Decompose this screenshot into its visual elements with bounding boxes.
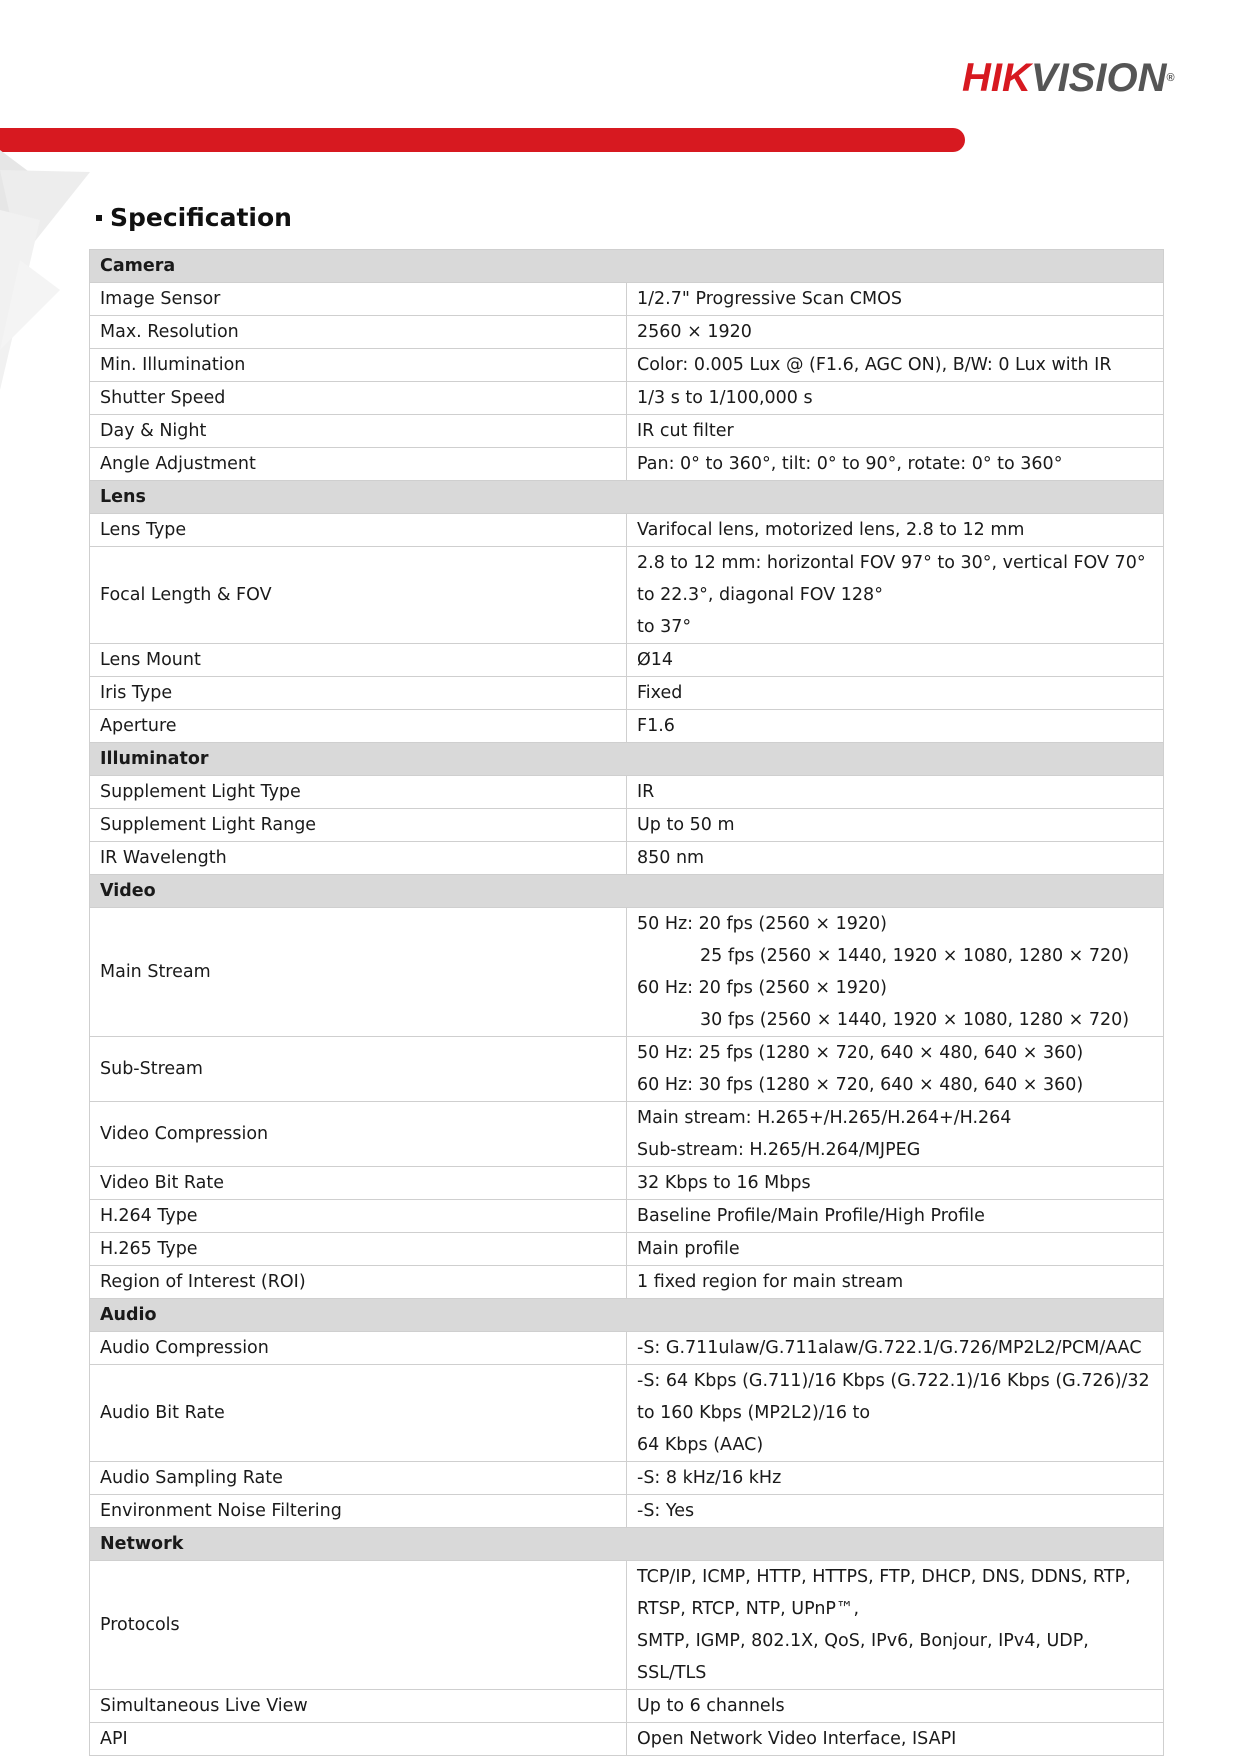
spec-row — [90, 1266, 1164, 1299]
spec-value-line: Ø14 — [637, 650, 674, 670]
spec-label: Lens Mount — [90, 644, 627, 677]
spec-value-line: Varifocal lens, motorized lens, 2.8 to 12 mm — [637, 520, 1025, 540]
title-bullet-icon — [96, 215, 102, 221]
spec-value — [627, 1266, 1164, 1299]
section-header: Network — [90, 1528, 1164, 1561]
spec-value — [627, 1690, 1164, 1723]
decorative-triangles — [0, 150, 100, 410]
spec-label: Main Stream — [90, 908, 627, 1037]
spec-row — [90, 547, 1164, 644]
spec-value — [627, 382, 1164, 415]
spec-value-line: Sub-stream: H.265/H.264/MJPEG — [637, 1140, 921, 1160]
spec-row — [90, 1690, 1164, 1723]
spec-value-line: 60 Hz: 20 fps (2560 × 1920) — [637, 978, 887, 998]
logo-text-hik: HIK — [962, 56, 1031, 100]
spec-label: Audio Compression — [90, 1332, 627, 1365]
spec-value-line: Color: 0.005 Lux @ (F1.6, AGC ON), B/W: 0 Lux with IR — [637, 355, 1112, 375]
section-header-row — [90, 743, 1164, 776]
spec-value-line: -S: 8 kHz/16 kHz — [637, 1468, 782, 1488]
spec-row — [90, 677, 1164, 710]
spec-row — [90, 809, 1164, 842]
spec-label: Audio Sampling Rate — [90, 1462, 627, 1495]
spec-value — [627, 1723, 1164, 1756]
section-header: Camera — [90, 250, 1164, 283]
spec-value — [627, 448, 1164, 481]
spec-value — [627, 1200, 1164, 1233]
spec-label: Day & Night — [90, 415, 627, 448]
spec-row — [90, 1102, 1164, 1167]
spec-label: Min. Illumination — [90, 349, 627, 382]
spec-value — [627, 842, 1164, 875]
spec-row — [90, 908, 1164, 1037]
section-header-row — [90, 481, 1164, 514]
spec-value-line: TCP/IP, ICMP, HTTP, HTTPS, FTP, DHCP, DNS, DDNS, RTP, RTSP, RTCP, NTP, UPnP™, — [637, 1567, 1131, 1619]
spec-value-line: 25 fps (2560 × 1440, 1920 × 1080, 1280 × 720) — [700, 946, 1130, 966]
spec-label: API — [90, 1723, 627, 1756]
spec-value-line: 2.8 to 12 mm: horizontal FOV 97° to 30°, vertical FOV 70° to 22.3°, diagonal FOV 128° — [637, 553, 1146, 605]
section-header-row — [90, 875, 1164, 908]
spec-label: Shutter Speed — [90, 382, 627, 415]
spec-label: Sub-Stream — [90, 1037, 627, 1102]
section-header: Audio — [90, 1299, 1164, 1332]
spec-value-line: 50 Hz: 20 fps (2560 × 1920) — [637, 914, 887, 934]
spec-value-line: 50 Hz: 25 fps (1280 × 720, 640 × 480, 640 × 360) — [637, 1043, 1084, 1063]
spec-value-line: Baseline Profile/Main Profile/High Profile — [637, 1206, 985, 1226]
spec-value — [627, 677, 1164, 710]
spec-label: Angle Adjustment — [90, 448, 627, 481]
spec-value-line: 60 Hz: 30 fps (1280 × 720, 640 × 480, 640 × 360) — [637, 1075, 1084, 1095]
spec-value-line: 1/2.7" Progressive Scan CMOS — [637, 289, 903, 309]
spec-row — [90, 776, 1164, 809]
spec-row — [90, 415, 1164, 448]
spec-label: Aperture — [90, 710, 627, 743]
page-title — [96, 203, 292, 232]
spec-value — [627, 1037, 1164, 1102]
spec-value-line: IR cut filter — [637, 421, 734, 441]
hikvision-logo — [962, 54, 1175, 102]
spec-value-line: SMTP, IGMP, 802.1X, QoS, IPv6, Bonjour, IPv4, UDP, SSL/TLS — [637, 1631, 1089, 1683]
header-red-bar — [0, 128, 965, 152]
spec-value — [627, 1561, 1164, 1690]
spec-row — [90, 382, 1164, 415]
spec-value-line: Open Network Video Interface, ISAPI — [637, 1729, 957, 1749]
spec-row — [90, 1200, 1164, 1233]
spec-value-line: 1/3 s to 1/100,000 s — [637, 388, 813, 408]
spec-label: Focal Length & FOV — [90, 547, 627, 644]
section-header: Lens — [90, 481, 1164, 514]
spec-label: Supplement Light Range — [90, 809, 627, 842]
spec-label: Region of Interest (ROI) — [90, 1266, 627, 1299]
spec-row — [90, 1332, 1164, 1365]
spec-label: Video Bit Rate — [90, 1167, 627, 1200]
spec-value — [627, 1495, 1164, 1528]
spec-value — [627, 1332, 1164, 1365]
spec-value — [627, 283, 1164, 316]
spec-row — [90, 1167, 1164, 1200]
spec-row — [90, 1462, 1164, 1495]
logo-text-vision: VISION — [1030, 56, 1167, 100]
spec-row — [90, 644, 1164, 677]
spec-label: Protocols — [90, 1561, 627, 1690]
specification-table — [89, 249, 1164, 1756]
spec-value — [627, 1365, 1164, 1462]
spec-value — [627, 1462, 1164, 1495]
spec-value-line: 32 Kbps to 16 Mbps — [637, 1173, 811, 1193]
spec-value — [627, 776, 1164, 809]
spec-label: Image Sensor — [90, 283, 627, 316]
spec-row — [90, 1233, 1164, 1266]
spec-label: Iris Type — [90, 677, 627, 710]
spec-value — [627, 908, 1164, 1037]
spec-value — [627, 316, 1164, 349]
spec-row — [90, 1723, 1164, 1756]
spec-label: Simultaneous Live View — [90, 1690, 627, 1723]
spec-label: H.265 Type — [90, 1233, 627, 1266]
spec-row — [90, 842, 1164, 875]
spec-value-line: Up to 6 channels — [637, 1696, 785, 1716]
spec-value — [627, 514, 1164, 547]
spec-value-line: 64 Kbps (AAC) — [637, 1435, 764, 1455]
spec-row — [90, 283, 1164, 316]
spec-value — [627, 1167, 1164, 1200]
logo-registered-mark: ® — [1166, 72, 1175, 84]
section-header-row — [90, 250, 1164, 283]
section-header: Illuminator — [90, 743, 1164, 776]
spec-value-line: Main stream: H.265+/H.265/H.264+/H.264 — [637, 1108, 1012, 1128]
spec-value-line: -S: 64 Kbps (G.711)/16 Kbps (G.722.1)/16 Kbps (G.726)/32 to 160 Kbps (MP2L2)/16 to — [637, 1371, 1150, 1423]
spec-value-line: 2560 × 1920 — [637, 322, 752, 342]
spec-label: Environment Noise Filtering — [90, 1495, 627, 1528]
spec-value-line: Fixed — [637, 683, 683, 703]
spec-label: Max. Resolution — [90, 316, 627, 349]
section-header-row — [90, 1528, 1164, 1561]
spec-value-line: 1 fixed region for main stream — [637, 1272, 904, 1292]
spec-label: H.264 Type — [90, 1200, 627, 1233]
spec-value — [627, 644, 1164, 677]
spec-row — [90, 1495, 1164, 1528]
spec-value — [627, 349, 1164, 382]
spec-value — [627, 1233, 1164, 1266]
spec-row — [90, 514, 1164, 547]
spec-row — [90, 448, 1164, 481]
section-header-row — [90, 1299, 1164, 1332]
spec-value — [627, 710, 1164, 743]
spec-label: Audio Bit Rate — [90, 1365, 627, 1462]
spec-value — [627, 1102, 1164, 1167]
spec-value — [627, 809, 1164, 842]
spec-value-line: F1.6 — [637, 716, 675, 736]
spec-value-line: 30 fps (2560 × 1440, 1920 × 1080, 1280 × 720) — [700, 1010, 1130, 1030]
spec-row — [90, 1365, 1164, 1462]
spec-value — [627, 547, 1164, 644]
spec-row — [90, 316, 1164, 349]
spec-label: IR Wavelength — [90, 842, 627, 875]
section-header: Video — [90, 875, 1164, 908]
spec-row — [90, 710, 1164, 743]
spec-row — [90, 1561, 1164, 1690]
spec-value-line: IR — [637, 782, 655, 802]
spec-row — [90, 349, 1164, 382]
spec-value-line: 850 nm — [637, 848, 705, 868]
spec-value-line: -S: G.711ulaw/G.711alaw/G.722.1/G.726/MP2L2/PCM/AAC — [637, 1338, 1142, 1358]
spec-label: Lens Type — [90, 514, 627, 547]
spec-value-line: Pan: 0° to 360°, tilt: 0° to 90°, rotate: 0° to 360° — [637, 454, 1063, 474]
spec-value-line: Up to 50 m — [637, 815, 735, 835]
spec-value-line: -S: Yes — [637, 1501, 695, 1521]
spec-value-line: Main profile — [637, 1239, 740, 1259]
spec-label: Video Compression — [90, 1102, 627, 1167]
spec-row — [90, 1037, 1164, 1102]
spec-value — [627, 415, 1164, 448]
spec-value-line: to 37° — [637, 617, 692, 637]
spec-label: Supplement Light Type — [90, 776, 627, 809]
page-title-text: Specification — [110, 203, 292, 232]
